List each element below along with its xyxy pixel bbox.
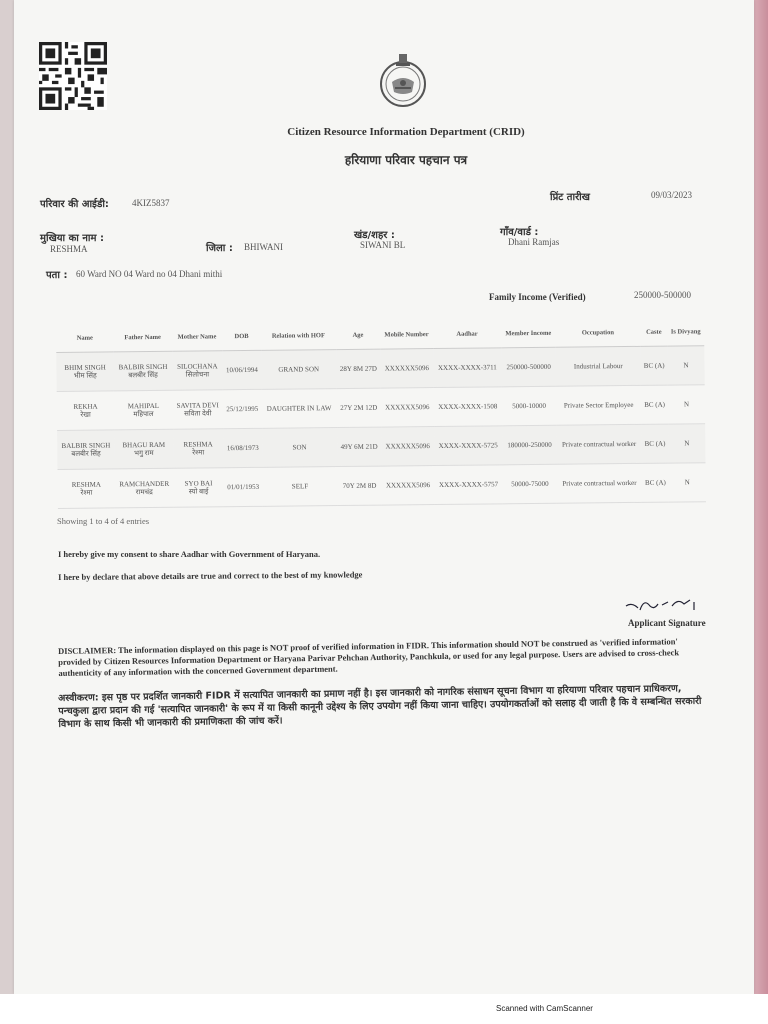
cell-member-income: 180000-250000 [502, 425, 557, 465]
cell-divyang: N [667, 346, 704, 385]
col-caste: Caste [640, 318, 667, 347]
cell-caste: BC (A) [641, 346, 668, 385]
col-occupation: Occupation [555, 318, 640, 347]
cell-occupation: Private contractual worker [556, 424, 641, 464]
cell-name: BALBIR SINGH बलबीर सिंह [57, 430, 115, 470]
scan-footer-area [0, 994, 768, 1024]
col-name: Name [56, 323, 114, 352]
col-mother: Mother Name [172, 322, 223, 351]
cell-mother: SYO BAI स्यो बाई [173, 468, 224, 508]
col-aadhar: Aadhar [433, 319, 502, 348]
cell-dob: 25/12/1995 [223, 389, 262, 428]
cell-mobile: XXXXXX5096 [381, 427, 434, 467]
village-value: Dhani Ramjas [508, 237, 560, 247]
applicant-signature-mark [624, 596, 704, 616]
cell-father: RAMCHANDER रामचंद्र [115, 468, 174, 508]
table-row [56, 346, 704, 392]
cell-occupation: Private Sector Employee [556, 385, 641, 425]
cell-age: 70Y 2M 8D [337, 466, 382, 505]
cell-father: BALBIR SINGH बलबीर सिंह [114, 351, 173, 391]
cell-member-income: 50000-75000 [503, 464, 558, 504]
village-label: गाँव/वार्ड : [500, 227, 539, 238]
page-title: Citizen Resource Information Department (CRID) [287, 126, 525, 138]
cell-mobile: XXXXXX5096 [380, 349, 433, 389]
family-income-label: Family Income (Verified) [489, 292, 586, 302]
cell-name: REKHA रेखा [57, 391, 115, 431]
entries-count: Showing 1 to 4 of 4 entries [57, 516, 150, 526]
block-label: खंड/शहर : [354, 230, 395, 241]
address-value: 60 Ward NO 04 Ward no 04 Dhani mithi [76, 269, 223, 279]
col-relation: Relation with HOF [261, 321, 336, 350]
table-row [57, 385, 705, 431]
col-dob: DOB [222, 322, 261, 351]
cell-relation: DAUGHTER IN LAW [262, 389, 337, 429]
head-name-label: मुखिया का नाम : [40, 233, 104, 244]
cell-dob: 10/06/1994 [222, 350, 261, 389]
col-mobile: Mobile Number [380, 320, 433, 349]
page-subtitle: हरियाणा परिवार पहचान पत्र [344, 153, 468, 167]
family-id-value: 4KIZ5837 [132, 198, 170, 208]
block-value: SIWANI BL [360, 240, 406, 250]
col-father: Father Name [113, 323, 172, 352]
cell-mother: RESHMA रेश्मा [173, 429, 224, 469]
cell-caste: BC (A) [641, 424, 668, 463]
table-row [58, 463, 706, 509]
cell-mobile: XXXXXX5096 [382, 466, 435, 506]
cell-relation: SON [262, 428, 337, 468]
disclaimer-english: DISCLAIMER: The information displayed on this page is NOT proof of verified information in FIDR. This information should NOT be construed as 'verified information' provided by Citizen Resources Information Department or Haryana Parivar Pehchan Authority, Panchkula, or used for any legal purpose. Users are advised to cross-check authenticity of any information with the concerned Government department. [58, 636, 680, 678]
cell-name: BHIM SINGH भीम सिंह [56, 352, 114, 392]
cell-dob: 16/08/1973 [223, 428, 262, 467]
cell-age: 27Y 2M 12D [336, 388, 381, 427]
head-name-value: RESHMA [50, 244, 88, 254]
cell-occupation: Private contractual worker [557, 463, 642, 503]
disclaimer-hindi: अस्वीकरण: इस पृष्ठ पर प्रदर्शित जानकारी FIDR में सत्यापित जानकारी का प्रमाण नहीं है। इस जानकारी को नागरिक संसाधन सूचना विभाग या हरियाणा परिवार पहचान प्राधिकरण, पन्चकुला द्वारा प्रदान की गई 'सत्यापित जानकारी' के रूप में या किसी कानूनी उद्देश्य के लिए उपयोग नहीं किया जाना चाहिए। उपयोगकर्ताओं को सलाह दी जाती है कि वे सम्बन्धित सरकारी विभाग के साथ किसी भी जानकारी की प्रमाणिकता की जांच करें। [58, 683, 702, 730]
cell-caste: BC (A) [641, 385, 668, 424]
print-date-value: 09/03/2023 [651, 190, 693, 200]
cell-member-income: 5000-10000 [502, 386, 557, 426]
qr-code-icon [38, 42, 108, 110]
address-label: पता : [46, 270, 68, 281]
district-value: BHIWANI [244, 242, 283, 252]
applicant-signature-label: Applicant Signature [628, 618, 706, 628]
cell-occupation: Industrial Labour [556, 346, 641, 386]
cell-aadhar: XXXX-XXXX-5757 [434, 465, 503, 505]
cell-relation: GRAND SON [261, 350, 336, 390]
members-table [56, 317, 706, 509]
col-member-income: Member Income [501, 319, 555, 348]
district-label: जिला : [206, 243, 233, 254]
col-age: Age [336, 321, 381, 350]
cell-caste: BC (A) [642, 463, 669, 502]
cell-age: 49Y 6M 21D [337, 427, 382, 466]
scanner-watermark: Scanned with CamScanner [496, 1004, 593, 1013]
cell-aadhar: XXXX-XXXX-5725 [434, 426, 503, 466]
cell-mother: SILOCHANA सिलोचना [172, 351, 223, 391]
cell-father: MAHIPAL महिपाल [114, 390, 173, 430]
cell-age: 28Y 8M 27D [336, 349, 381, 388]
table-row [57, 424, 705, 470]
cell-father: BHAGU RAM भगु राम [114, 429, 173, 469]
cell-aadhar: XXXX-XXXX-1508 [433, 387, 502, 427]
cell-relation: SELF [262, 467, 337, 507]
cell-divyang: N [669, 463, 706, 502]
cell-mobile: XXXXXX5096 [381, 388, 434, 428]
cell-dob: 01/01/1953 [223, 467, 262, 506]
cell-divyang: N [668, 424, 705, 463]
print-date-label: प्रिंट तारीख [550, 192, 590, 203]
cell-name: RESHMA रेश्मा [58, 469, 116, 509]
cell-divyang: N [668, 385, 705, 424]
family-id-label: परिवार की आईडी: [40, 199, 109, 210]
haryana-emblem-icon [378, 52, 428, 108]
declaration: I here by declare that above details are true and correct to the best of my knowledge [58, 569, 363, 582]
aadhar-consent: I hereby give my consent to share Aadhar with Government of Haryana. [58, 549, 321, 559]
cell-aadhar: XXXX-XXXX-3711 [433, 348, 502, 388]
cell-mother: SAVITA DEVI सविता देवी [172, 390, 223, 430]
col-divyang: Is Divyang [667, 317, 704, 346]
family-income-value: 250000-500000 [634, 290, 691, 300]
cell-member-income: 250000-500000 [501, 347, 556, 387]
